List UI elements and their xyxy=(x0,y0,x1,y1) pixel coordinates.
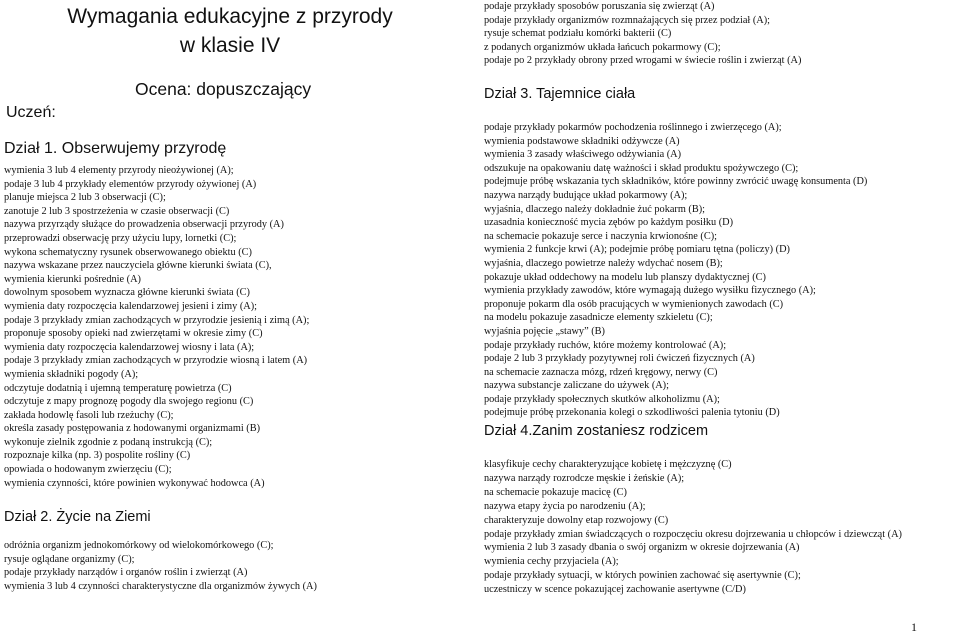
section-1-heading: Dział 1. Obserwujemy przyrodę xyxy=(4,140,227,157)
requirement-item: wykona schematyczny rysunek obserwowanego obiektu (C) xyxy=(4,246,252,258)
requirement-item: podejmuje próbę wskazania tych składników, które powinny zwrócić uwagę konsumenta (D) xyxy=(484,176,868,188)
requirement-item: podejmuje próbę przekonania kolegi o szkodliwości palenia tytoniu (D) xyxy=(484,407,780,419)
requirement-item: podaje przykłady organizmów rozmnażających się przez podział (A); xyxy=(484,14,770,26)
requirement-item: rysuje oglądane organizmy (C); xyxy=(4,553,135,565)
requirement-item: wymienia podstawowe składniki odżywcze (A) xyxy=(484,135,680,147)
requirement-item: rysuje schemat podziału komórki bakterii (C) xyxy=(484,28,672,40)
section-1-list xyxy=(4,164,309,490)
student-label: Uczeń: xyxy=(6,104,56,121)
requirement-item: nazywa narządy rozrodcze męskie i żeńskie (A); xyxy=(484,472,685,484)
requirement-item: podaje przykłady pokarmów pochodzenia roślinnego i zwierzęcego (A); xyxy=(484,122,782,133)
requirement-item: z podanych organizmów układa łańcuch pokarmowy (C); xyxy=(484,41,721,53)
requirement-item: wyjaśnia, dlaczego powietrze należy wdychać nosem (B); xyxy=(484,257,723,269)
requirement-item: uzasadnia konieczność mycia zębów po każdym posiłku (D) xyxy=(484,217,734,229)
requirement-item: wymienia kierunki pośrednie (A) xyxy=(4,273,141,285)
requirement-item: wymienia daty rozpoczęcia kalendarzowej jesieni i zimy (A); xyxy=(4,300,258,312)
requirement-item: klasyfikuje cechy charakteryzujące kobietę i mężczyznę (C) xyxy=(484,459,732,470)
requirement-item: przeprowadzi obserwację przy użyciu lupy, lornetki (C); xyxy=(4,232,237,244)
requirement-item: nazywa etapy życia po narodzeniu (A); xyxy=(484,500,646,512)
requirement-item: proponuje pokarm dla osób pracujących w wymienionych zawodach (C) xyxy=(484,298,784,310)
section-4-list xyxy=(484,458,902,597)
requirement-item: nazywa narządy budujące układ pokarmowy (A); xyxy=(484,189,688,201)
requirement-item: na schemacie pokazuje macicę (C) xyxy=(484,486,627,498)
title-line-1: Wymagania edukacyjne z przyrody xyxy=(67,5,393,28)
requirement-item: wymienia 2 funkcje krwi (A); podejmie próbę pomiaru tętna (policzy) (D) xyxy=(484,244,790,256)
requirement-item: podaje 3 przykłady zmian zachodzących w przyrodzie jesienią i zimą (A); xyxy=(4,314,310,326)
section-4-heading: Dział 4.Zanim zostaniesz rodzicem xyxy=(484,423,709,439)
requirement-item: odszukuje na opakowaniu datę ważności i skład produktu spożywczego (C); xyxy=(484,162,799,174)
requirement-item: zakłada hodowlę fasoli lub rzeżuchy (C); xyxy=(4,409,174,421)
requirement-item: uczestniczy w scence pokazującej zachowanie asertywne (C/D) xyxy=(484,584,746,596)
requirement-item: podaje przykłady ruchów, które możemy kontrolować (A); xyxy=(484,339,727,351)
requirement-item: podaje przykłady społecznych skutków alkoholizmu (A); xyxy=(484,393,720,405)
requirement-item: wymienia cechy przyjaciela (A); xyxy=(484,556,619,568)
requirement-item: podaje po 2 przykłady obrony przed wrogami w świecie roślin i zwierząt (A) xyxy=(484,55,802,67)
requirement-item: podaje przykłady sytuacji, w których powinien zachować się asertywnie (C); xyxy=(484,570,801,582)
requirement-item: wymienia 3 zasady właściwego odżywiania (A) xyxy=(484,149,682,161)
requirement-item: odczytuje dodatnią i ujemną temperaturę powietrza (C) xyxy=(4,382,232,394)
requirement-item: nazywa wskazane przez nauczyciela główne kierunki świata (C), xyxy=(4,260,272,272)
requirement-item: na schemacie pokazuje serce i naczynia krwionośne (C); xyxy=(484,230,718,242)
requirement-item: określa zasady postępowania z hodowanymi organizmami (B) xyxy=(4,423,261,435)
requirement-item: podaje przykłady zmian świadczących o rozpoczęciu okresu dojrzewania u chłopców i dziewcząt (A) xyxy=(484,528,902,540)
requirement-item: dowolnym sposobem wyznacza główne kierunki świata (C) xyxy=(4,287,250,299)
requirement-item: na modelu pokazuje zasadnicze elementy szkieletu (C); xyxy=(484,312,713,324)
requirement-item: opowiada o hodowanym zwierzęciu (C); xyxy=(4,464,172,476)
section-2-list xyxy=(4,539,317,593)
title-line-2: w klasie IV xyxy=(179,34,281,57)
requirement-item: wymienia 3 lub 4 czynności charakterystyczne dla organizmów żywych (A) xyxy=(4,580,317,592)
requirement-item: wymienia przykłady zawodów, które wymagają dużego wysiłku fizycznego (A); xyxy=(484,285,816,297)
section-2-heading: Dział 2. Życie na Ziemi xyxy=(4,509,151,525)
requirement-item: rozpoznaje kilka (np. 3) pospolite rośliny (C) xyxy=(4,450,191,462)
requirement-item: wymienia czynności, które powinien wykonywać hodowca (A) xyxy=(4,477,265,489)
page-number: 1 xyxy=(911,620,917,634)
requirement-item: wymienia 2 lub 3 zasady dbania o swój organizm w okresie dojrzewania (A) xyxy=(484,542,800,554)
requirement-item: na schemacie zaznacza mózg, rdzeń kręgowy, nerwy (C) xyxy=(484,366,718,378)
requirement-item: wyjaśnia, dlaczego należy dokładnie żuć pokarm (B); xyxy=(484,203,706,215)
requirement-item: wymienia daty rozpoczęcia kalendarzowej wiosny i lata (A); xyxy=(4,341,255,353)
requirement-item: wymienia składniki pogody (A); xyxy=(4,368,139,380)
requirement-item: podaje przykłady sposobów poruszania się zwierząt (A) xyxy=(484,1,715,12)
requirement-item: odczytuje z mapy prognozę pogody dla swojego regionu (C) xyxy=(4,396,254,408)
requirement-item: podaje 3 lub 4 przykłady elementów przyrody ożywionej (A) xyxy=(4,178,257,190)
section-3-heading: Dział 3. Tajemnice ciała xyxy=(484,86,636,102)
grade-label: Ocena: dopuszczający xyxy=(135,79,312,99)
section-3-list xyxy=(484,121,867,420)
requirement-item: planuje miejsca 2 lub 3 obserwacji (C); xyxy=(4,192,166,204)
requirement-item: nazywa substancje zaliczane do używek (A); xyxy=(484,380,669,392)
document-title xyxy=(0,2,460,60)
requirement-item: podaje przykłady narządów i organów roślin i zwierząt (A) xyxy=(4,567,248,579)
requirement-item: zanotuje 2 lub 3 spostrzeżenia w czasie obserwacji (C) xyxy=(4,205,230,217)
section-2-list-continued xyxy=(484,0,801,68)
requirement-item: proponuje sposoby opieki nad zwierzętami w okresie zimy (C) xyxy=(4,328,263,340)
requirement-item: nazywa przyrządy służące do prowadzenia obserwacji przyrody (A) xyxy=(4,219,284,231)
requirement-item: podaje 3 przykłady zmian zachodzących w przyrodzie wiosną i latem (A) xyxy=(4,355,308,367)
requirement-item: podaje 2 lub 3 przykłady pozytywnej roli ćwiczeń fizycznych (A) xyxy=(484,353,755,365)
requirement-item: odróżnia organizm jednokomórkowy od wielokomórkowego (C); xyxy=(4,540,274,551)
requirement-item: wymienia 3 lub 4 elementy przyrody nieożywionej (A); xyxy=(4,165,234,176)
requirement-item: charakteryzuje dowolny etap rozwojowy (C) xyxy=(484,514,669,526)
requirement-item: wykonuje zielnik zgodnie z podaną instrukcją (C); xyxy=(4,436,213,448)
requirement-item: pokazuje układ oddechowy na modelu lub planszy dydaktycznej (C) xyxy=(484,271,766,283)
requirement-item: wyjaśnia pojęcie „stawy” (B) xyxy=(484,325,605,337)
